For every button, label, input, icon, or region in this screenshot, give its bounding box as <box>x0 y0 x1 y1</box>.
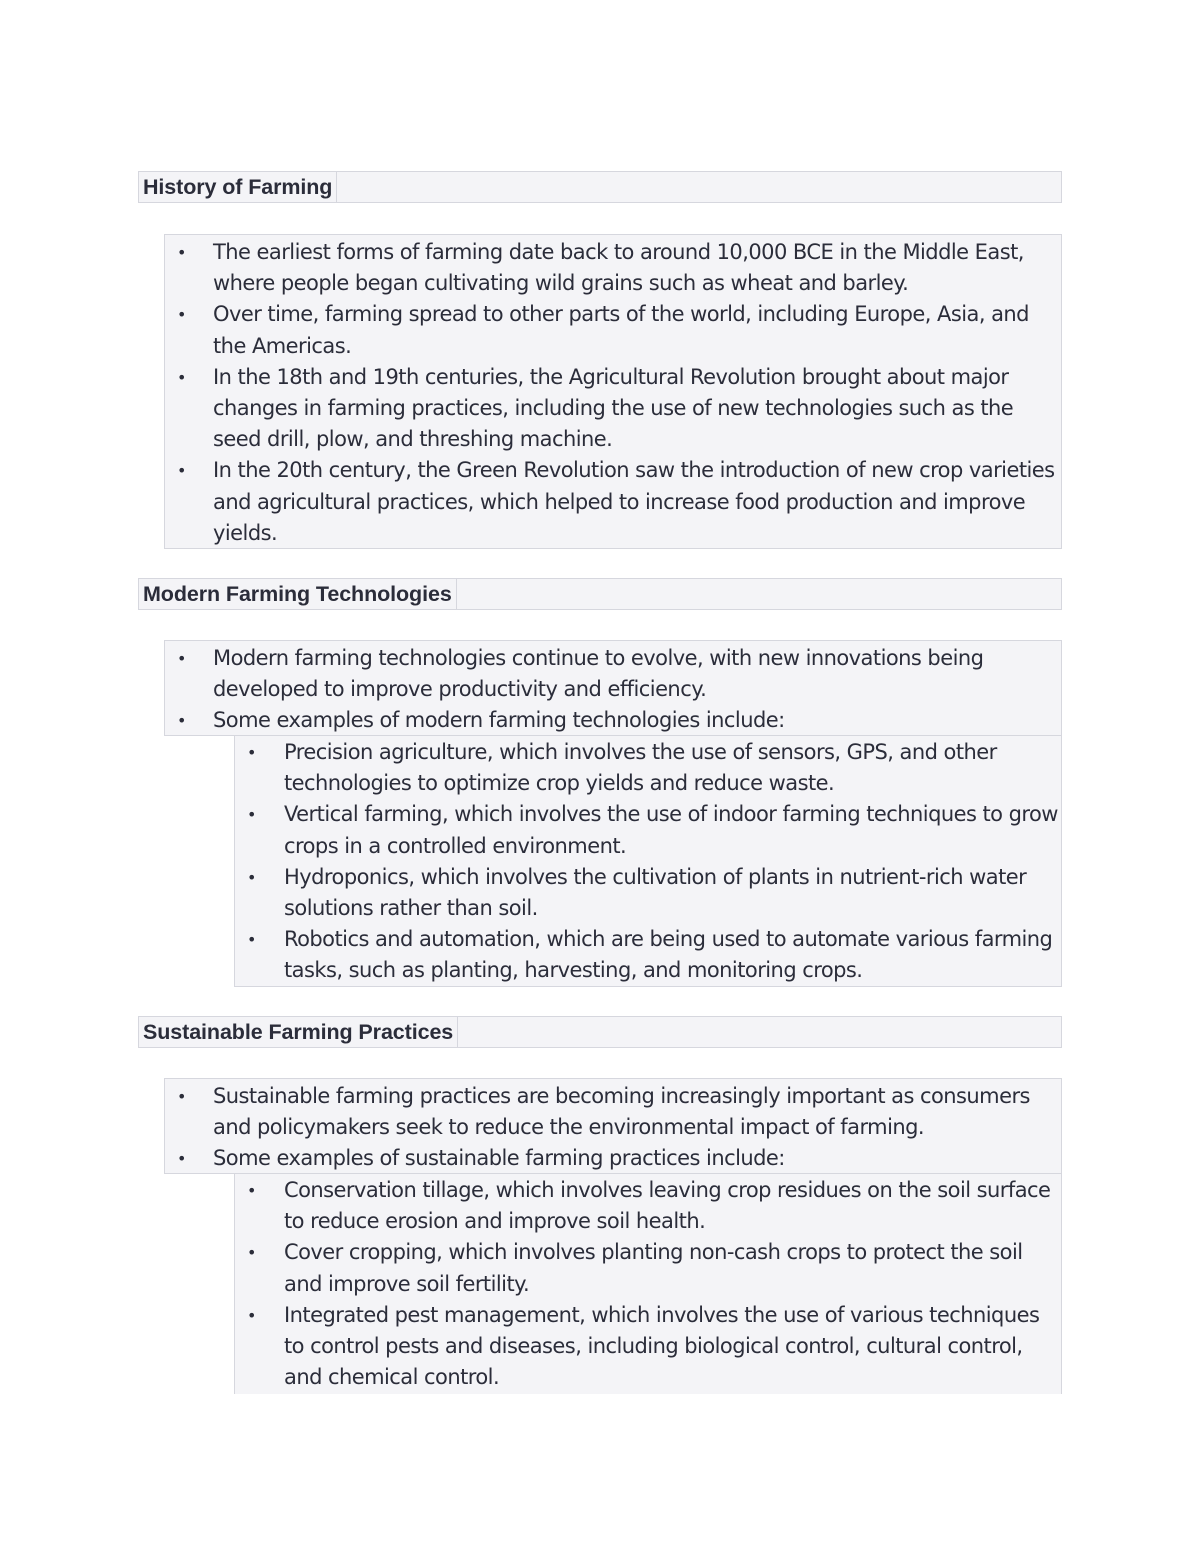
history-list <box>164 234 1062 549</box>
bullet-icon: • <box>177 1149 187 1169</box>
list-item: • Hydroponics, which involves the cultivation of plants in nutrient-rich water solutions rather than soil. <box>235 862 1061 924</box>
sustainable-sublist <box>234 1174 1062 1394</box>
bullet-icon: • <box>177 1087 187 1106</box>
bullet-icon: • <box>177 649 187 668</box>
bullet-icon: • <box>177 461 187 481</box>
list-item: • Some examples of sustainable farming practices include: <box>165 1143 1061 1174</box>
list-item: • Robotics and automation, which are being used to automate various farming tasks, such as planting, harvesting, and monitoring crops. <box>235 924 1061 986</box>
bullet-icon: • <box>177 243 187 262</box>
bullet-icon: • <box>177 367 187 387</box>
list-item: • In the 20th century, the Green Revolution saw the introduction of new crop varieties and agricultural practices, which helped to increase food production and improve yields. <box>165 455 1061 549</box>
bullet-icon: • <box>177 711 187 731</box>
modern-list <box>164 640 1062 736</box>
modern-sublist <box>234 736 1062 987</box>
list-item: • Conservation tillage, which involves leaving crop residues on the soil surface to reduce erosion and improve soil health. <box>235 1175 1061 1237</box>
list-item: • Precision agriculture, which involves the use of sensors, GPS, and other technologies to optimize crop yields and reduce waste. <box>235 737 1061 799</box>
list-item: • Over time, farming spread to other parts of the world, including Europe, Asia, and the Americas. <box>165 299 1061 361</box>
bullet-icon: • <box>177 305 187 325</box>
section-heading-modern <box>138 578 1062 610</box>
bullet-icon: • <box>247 1243 257 1263</box>
bullet-icon: • <box>247 805 257 825</box>
section-title: Sustainable Farming Practices <box>139 1017 458 1047</box>
list-item: • Vertical farming, which involves the use of indoor farming techniques to grow crops in a controlled environment. <box>235 799 1061 861</box>
sustainable-list <box>164 1078 1062 1174</box>
bullet-icon: • <box>247 743 257 762</box>
list-item: • Sustainable farming practices are becoming increasingly important as consumers and policymakers seek to reduce the environmental impact of farming. <box>165 1081 1061 1143</box>
list-item: • The earliest forms of farming date back to around 10,000 BCE in the Middle East, where people began cultivating wild grains such as wheat and barley. <box>165 237 1061 299</box>
bullet-icon: • <box>247 867 257 887</box>
list-item: • Modern farming technologies continue to evolve, with new innovations being developed to improve productivity and efficiency. <box>165 643 1061 705</box>
list-item: • Some examples of modern farming technologies include: <box>165 705 1061 736</box>
list-item: • Cover cropping, which involves planting non-cash crops to protect the soil and improve soil fertility. <box>235 1237 1061 1299</box>
bullet-icon: • <box>247 1305 257 1325</box>
bullet-icon: • <box>247 1181 257 1200</box>
section-title: Modern Farming Technologies <box>139 579 457 609</box>
list-item: • In the 18th and 19th centuries, the Agricultural Revolution brought about major changes in farming practices, including the use of new technologies such as the seed drill, plow, and threshing machine. <box>165 362 1061 456</box>
section-heading-history <box>138 171 1062 203</box>
section-title: History of Farming <box>139 172 337 202</box>
section-heading-sustainable <box>138 1016 1062 1048</box>
list-item: • Integrated pest management, which involves the use of various techniques to control pests and diseases, including biological control, cultural control, and chemical control. <box>235 1300 1061 1394</box>
bullet-icon: • <box>247 930 257 950</box>
